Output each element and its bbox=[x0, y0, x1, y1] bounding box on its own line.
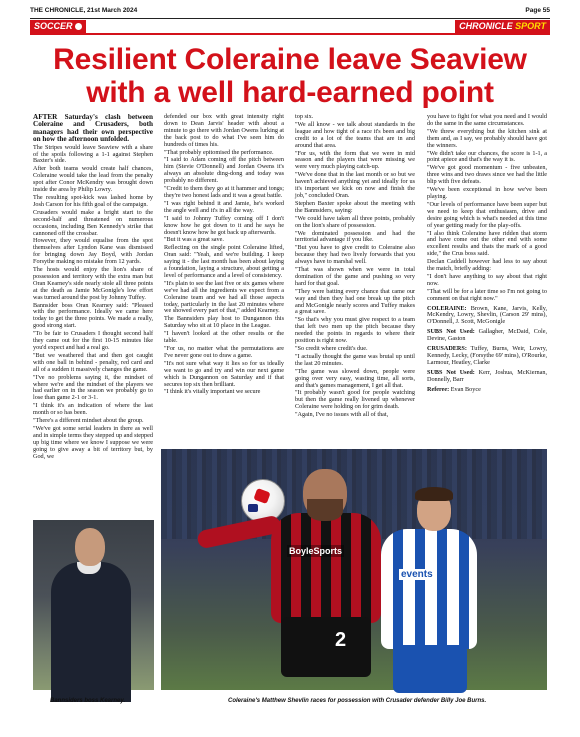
paragraph: "I said to Adam coming off the pitch between him (Stevie O'Donnell) and Jordan Owens it's always an absolute ding-dong and today was probably no different. bbox=[164, 156, 284, 185]
lineup-entry bbox=[427, 387, 547, 394]
paragraph: "But it was a great save. bbox=[164, 236, 224, 244]
paragraph: top six. bbox=[295, 113, 314, 120]
crusaders-player-shirt bbox=[271, 513, 381, 623]
paragraph: "I was right behind it and Jamie, he's worked the angle well and it's in all the way. bbox=[164, 199, 284, 214]
shirt-sponsor-2: events bbox=[401, 569, 433, 580]
coleraine-player-shorts bbox=[393, 645, 467, 693]
section-label-text: SOCCER bbox=[34, 21, 73, 31]
lineup-entry bbox=[427, 346, 547, 367]
paragraph: "But we weathered that and then got caught with one ball in behind - penalty, red card and all of a sudden it massively changes the game. bbox=[33, 351, 153, 373]
paragraph: "That was shown when we were in total domination of the game and pushing so very hard for that goal. bbox=[295, 266, 415, 287]
paragraph: "But you have to give credit to Coleraine also because they had two lively forwards that you always have to marshal well. bbox=[295, 244, 415, 266]
paragraph: defended our box with great intensity right down to Dean Jarvis' header with about a minute to go there with Jordan Owens lurking at the back post to do what I've seen him do hundreds of times his. bbox=[164, 113, 284, 148]
crusaders-player-shorts bbox=[281, 617, 371, 677]
paragraph: "That probably epitomised the performance. bbox=[164, 148, 274, 156]
paragraph: "I haven't looked at the other results or the table. bbox=[164, 330, 284, 345]
lineup-players: Kerr, Joshua, McKiernan, Donnelly, Barr bbox=[427, 368, 548, 383]
paragraph: "I think it's an indication of where the last month or so has been. bbox=[33, 402, 153, 417]
paragraph: "It's plain to see the last five or six games where we've had all the ingredients we expect from a Coleraine team and we had all those aspects today, particularly in the last 20 minutes where we showed every part of that," added Kearney. bbox=[164, 279, 284, 315]
football-icon bbox=[241, 479, 285, 523]
paragraph: "We all know - we talk about standards in the league and how tight of a race it's been and big credit to a lot of the teams that are in and around that area. bbox=[295, 120, 415, 149]
paragraph: "We could have taken all three points, probably on the lion's share of possession. bbox=[295, 214, 415, 229]
photo-caption-1: Bannsiders boss Kearney. bbox=[50, 698, 126, 704]
page-number: Page 55 bbox=[525, 7, 550, 14]
paragraph: The resulting spot-kick was lashed home by Josh Carson for his fifth goal of the campaign. bbox=[33, 193, 153, 208]
lineup-players: Gallagher, McDaid, Cole, Devine, Gaston bbox=[427, 328, 548, 343]
lineup-team: COLERAINE: bbox=[427, 304, 467, 312]
coleraine-player-shirt bbox=[381, 529, 477, 649]
paragraph: "It probably wasn't good for people watching but then the game really livened up whenever Coleraine were holding on for grim death. bbox=[295, 389, 415, 411]
paragraph: "I actually thought the game was brutal up until the last 20 minutes. bbox=[295, 352, 415, 367]
shirt-sponsor: BoyleSports bbox=[289, 546, 343, 556]
paragraph: Reflecting on the single point Coleraine lifted, Oran said: "Yeah, and we're building. I keep saying it - the last month has been about laying a foundation, laying a structure, about getting a level of performance and a level of consistency. bbox=[164, 244, 284, 279]
column-3 bbox=[295, 114, 415, 440]
paragraph: "We dominated possession and had the territorial advantage if you like. bbox=[295, 229, 415, 244]
paragraph: After both teams would create half chances, Coleraine would take the lead from the penalty spot after Conor McKendry was brought down inside the area by Philip Lowry. bbox=[33, 165, 153, 194]
paragraph: "I don't have anything to say about that right now. bbox=[427, 272, 547, 287]
manager-head bbox=[75, 528, 105, 566]
brand-sport: SPORT bbox=[515, 21, 546, 31]
paragraph: "To be fair to Crusaders I thought second half they came out for the first 10-15 minutes like you'd expect and had a real go. bbox=[33, 330, 153, 351]
paragraph: "I've no problems saying it, the mindset of where we're and the mindset of the players we had earlier on in the season we probably go to lose than game 2-1 or 3-1. bbox=[33, 373, 153, 402]
paragraph: "So credit where credit's due. bbox=[295, 345, 368, 352]
brand-label bbox=[455, 20, 550, 33]
lineup-players: Evan Boyce bbox=[449, 385, 481, 393]
paragraph: Stephen Baxter spoke about the meeting with the Bannsiders, saying: bbox=[295, 199, 415, 214]
paragraph: The Bannsiders play host to Dungannon this Saturday who sit at 10 place in the League. bbox=[164, 315, 284, 330]
lineup-team: SUBS Not Used: bbox=[427, 368, 475, 376]
headline bbox=[30, 43, 550, 109]
photo-caption-2: Coleraine's Matthew Shevlin races for possession with Crusader defender Billy Joe Burns. bbox=[228, 698, 487, 704]
section-bar bbox=[30, 20, 550, 35]
paragraph: you have to fight for what you need and I would do the same in the same circumstances. bbox=[427, 113, 547, 127]
manager-jacket bbox=[51, 562, 131, 702]
paragraph: "So that's why you must give respect to a team that left two men up the pitch because they needed the points in regards to where their position is right now. bbox=[295, 316, 415, 345]
coleraine-player-hair bbox=[415, 487, 453, 501]
paragraph: However, they would equalise from the spot themselves after Lyndon Kane was dismissed for bringing down Jay Boyd, with Jordan Forsythe making no mistake from 12 yards. bbox=[33, 237, 153, 266]
paper-date: THE CHRONICLE, 21st March 2024 bbox=[30, 7, 138, 14]
paragraph: "There's a different mindset about the group. bbox=[33, 417, 144, 425]
article-lead: AFTER Saturday's clash between Coleraine and Crusaders, both managers had their own perspective on how the afternoon unfolded. bbox=[33, 113, 153, 144]
headline-line-1: Resilient Coleraine leave Seaview bbox=[53, 43, 527, 76]
paragraph: "I think it's vitally important we secure bbox=[164, 388, 261, 396]
lineup-team: Referee: bbox=[427, 385, 450, 393]
paragraph: "I said to Johnny Tuffey coming off I don't know how he got down to it and he says he doesn't know how he got back up afterwards. bbox=[164, 214, 284, 236]
lineup-players: Tuffey, Burns, Weir, Lowry, Kennedy, Lecky, (Forsythe 69' mins), O'Rourke, Larmour, Heatley, Clarke bbox=[427, 345, 547, 366]
ball-icon bbox=[75, 23, 82, 30]
column-2 bbox=[164, 114, 284, 440]
section-label bbox=[30, 20, 86, 33]
paragraph: "We've been exceptional in how we've been playing. bbox=[427, 186, 547, 200]
paragraph: "For us, no matter what the permutations are I've never gone out to draw a game. bbox=[164, 345, 284, 359]
column-1 bbox=[33, 113, 153, 460]
paragraph: "We've done that in the last month or so but we haven't achieved anything yet and ideally for us it's important we kick on now and finish the job," concluded Oran. bbox=[295, 171, 415, 199]
paragraph: "They were batting every chance that came our way and then they had one break up the pitch and McGonigle nearly scores and Tuffey makes a great save. bbox=[295, 287, 415, 316]
crusaders-player-beard bbox=[307, 499, 343, 521]
paragraph: "I also think Coleraine have ridden that storm and have come out the other end with some excellent results and thats the mark of a good side," the Crus boss said. bbox=[427, 229, 547, 258]
paragraph: "Again, I've no issues with all of that, bbox=[295, 411, 389, 419]
paragraph: "We've got good momentum - five unbeaten, three wins and two draws since we had the little blip with five defeats. bbox=[427, 164, 547, 186]
paragraph: "For us, with the form that we were in mid season and the players that were missing we were very much playing catch-up. bbox=[295, 149, 415, 171]
paragraph: The Stripes would leave Seaview with a share of the spoils following a 1-1 against Stephen Baxter's side. bbox=[33, 143, 153, 165]
paragraph: "We've got some serial leaders in there as well and in simple terms they stepped up and stepped up big time where we know I suppose we were going to give away a bit of territory but, by God, we bbox=[33, 424, 153, 460]
lineup-team: SUBS Not Used: bbox=[427, 328, 475, 336]
paragraph: "The game was slowed down, people were going over very easy, wasting time, all sorts, and that's games management, I get all that. bbox=[295, 367, 415, 389]
paragraph: "We didn't take our chances, the score is 1-1, a point apiece and that's the way it is. bbox=[427, 149, 547, 164]
lineup-entry bbox=[427, 329, 547, 343]
lineup-entry bbox=[427, 370, 547, 384]
paragraph: Crusaders would make a bright start to the second-half and threatened on numerous occasions, including Ben Kennedy's strike that cannoned off the crossbar. bbox=[33, 208, 153, 237]
match-photo bbox=[161, 449, 547, 690]
paragraph: Declan Caddell however had less to say about the match, briefly adding: bbox=[427, 258, 547, 273]
manager-photo bbox=[33, 520, 154, 690]
paragraph: "We threw everything but the kitchen sink at them and, as I say, we probably should have got the winners. bbox=[427, 127, 547, 149]
lineup-team: CRUSADERS: bbox=[427, 345, 467, 353]
headline-line-2: with a well hard-earned point bbox=[86, 76, 494, 109]
paragraph: "It's not sure what way it lies so for us ideally we want to go and try and win our next game which is Dungannon on Saturday and if that secures top six then brilliant. bbox=[164, 359, 284, 388]
paragraph: Bannsider boss Oran Kearney said: "Pleased with the performance. Ideally we came here today to get the three points. We made a really, good strong start. bbox=[33, 301, 153, 330]
column-4 bbox=[427, 114, 547, 440]
shirt-number: 2 bbox=[335, 629, 347, 651]
page-header bbox=[30, 6, 550, 19]
paragraph: The hosts would enjoy the lion's share of possession and territory with the extra man but Oran Kearney's side nearly stole all three points at the death as Jamie McGonigle's low effort was turned around the post by Johnny Tuffey. bbox=[33, 266, 153, 301]
paragraph: "That will be for a later time so I'm not going to comment on that right now." bbox=[427, 287, 547, 302]
article-body bbox=[33, 113, 548, 460]
paragraph: "Credit to them they go at it hammer and tongs; they're two honest lads and it was a great battle. bbox=[164, 185, 284, 199]
brand-name: CHRONICLE bbox=[459, 21, 513, 31]
lineup-players: Brown, Kane, Jarvis, Kelly, McKendry, Lowry, Shevlin, (Carson 29' mins), O'Donnell, J. Scott, McGonigle bbox=[427, 304, 547, 326]
paragraph: "Our levels of performance have been super but we need to keep that enthusiasm, drive and desire going which is what's needed at this time of year getting ready for the play-offs. bbox=[427, 200, 547, 229]
lineup-entry bbox=[427, 306, 547, 327]
